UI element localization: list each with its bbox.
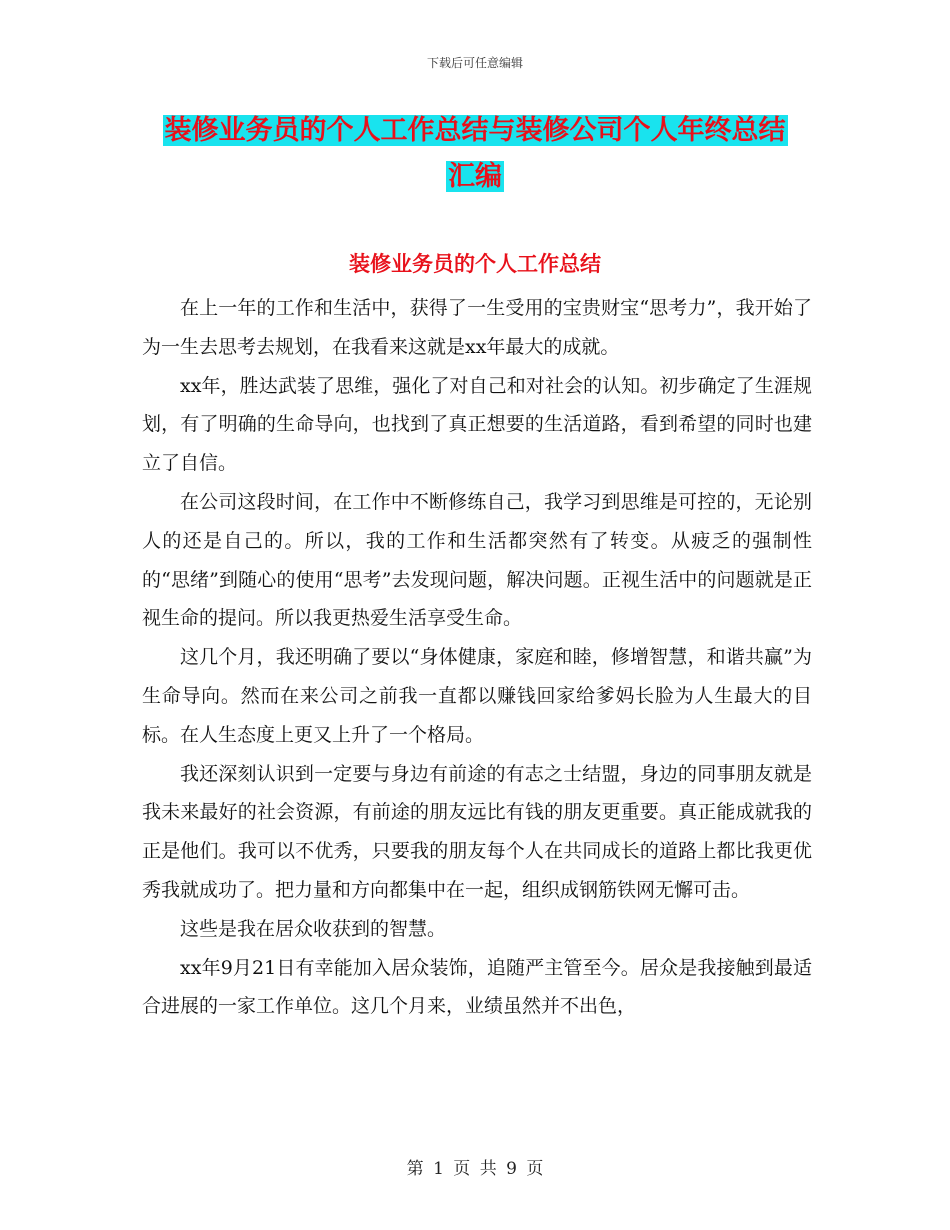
paragraph: xx年9月21日有幸能加入居众装饰，追随严主管至今。居众是我接触到最适合进展的一家工作单位。这几个月来，业绩虽然并不出色，: [142, 956, 812, 1018]
paragraph: 在上一年的工作和生活中，获得了一生受用的宝贵财宝“思考力”，我开始了为一生去思考去规划，在我看来这就是xx年最大的成就。: [142, 297, 812, 358]
paragraph: 我还深刻认识到一定要与身边有前途的有志之士结盟，身边的同事朋友就是我未来最好的社会资源，有前途的朋友远比有钱的朋友更重要。真正能成就我的正是他们。我可以不优秀，只要我的朋友每个人在共同成长的道路上都比我更优秀我就成功了。把力量和方向都集中在一起，组织成钢筋铁网无懈可击。: [142, 762, 812, 901]
section-title: 装修业务员的个人工作总结: [349, 252, 601, 276]
paragraph: 这几个月，我还明确了要以“身体健康，家庭和睦，修增智慧，和谐共赢”为生命导向。然而在来公司之前我一直都以赚钱回家给爹妈长脸为人生最大的目标。在人生态度上更又上升了一个格局。: [142, 646, 812, 746]
document-title-line-2: 汇编: [448, 161, 502, 192]
header-note: 下载后可任意编辑: [426, 56, 523, 70]
paragraph: 这些是我在居众收获到的智慧。: [180, 917, 447, 940]
document-title: [140, 108, 810, 200]
document-body: [142, 289, 812, 1026]
paragraph: 在公司这段时间，在工作中不断修练自己，我学习到思维是可控的，无论别人的还是自己的。所以，我的工作和生活都突然有了转变。从疲乏的强制性的“思绪”到随心的使用“思考”去发现问题，解决问题。正视生活中的问题就是正视生命的提问。所以我更热爱生活享受生命。: [142, 490, 812, 630]
page-number-footer: 第 1 页 共 9 页: [406, 1159, 544, 1179]
document-title-line-1: 装修业务员的个人工作总结与装修公司个人年终总结: [164, 115, 786, 146]
paragraph: xx年，胜达武装了思维，强化了对自己和对社会的认知。初步确定了生涯规划，有了明确的生命导向，也找到了真正想要的生活道路，看到希望的同时也建立了自信。: [142, 374, 812, 475]
